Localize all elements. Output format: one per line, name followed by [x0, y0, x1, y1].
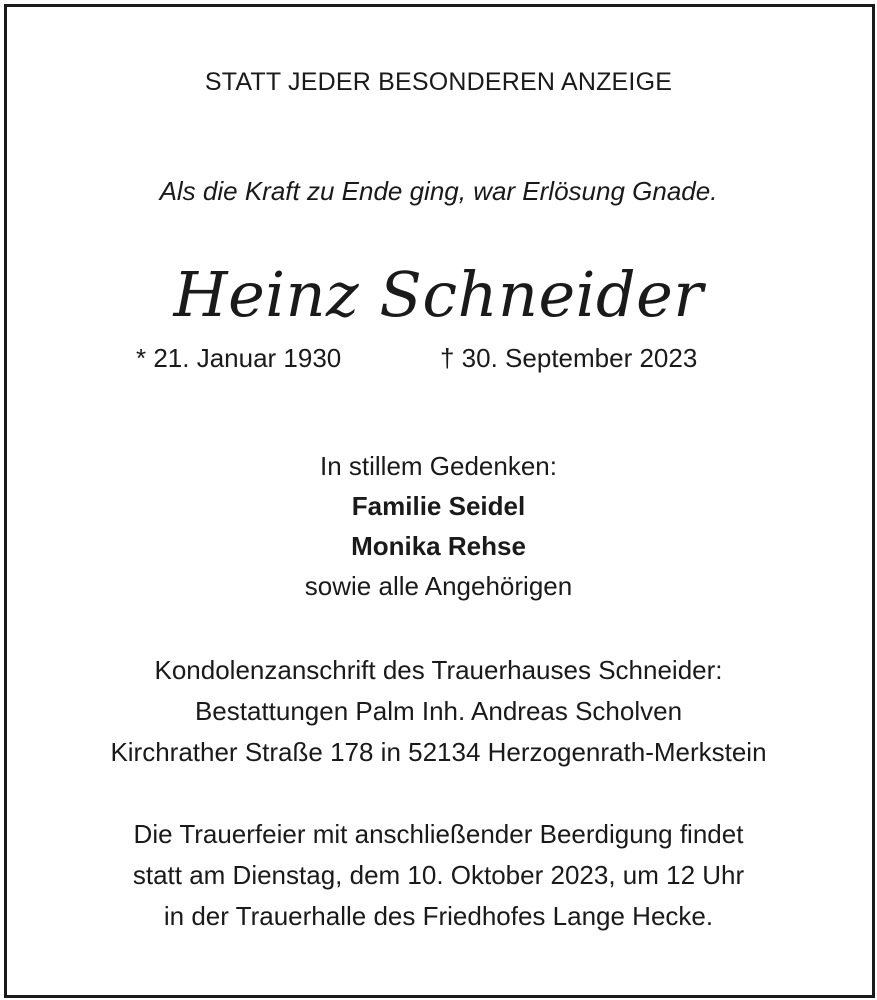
- motto-quote: Als die Kraft zu Ende ging, war Erlösung Gnade.: [159, 176, 718, 206]
- mourner-family: Familie Seidel: [351, 491, 526, 521]
- memory-intro: In stillem Gedenken:: [319, 451, 557, 481]
- ceremony-line-2: statt am Dienstag, dem 10. Oktober 2023, um 12 Uhr: [132, 860, 745, 890]
- birth-date: * 21. Januar 1930: [136, 343, 342, 373]
- mourner-person: Monika Rehse: [351, 531, 526, 561]
- ceremony-line-3: in der Trauerhalle des Friedhofes Lange Hecke.: [163, 901, 714, 931]
- condolence-line-3: Kirchrather Straße 178 in 52134 Herzogenrath-Merkstein: [110, 737, 767, 767]
- death-date: † 30. September 2023: [440, 343, 698, 373]
- deceased-name: Heinz Schneider: [173, 258, 704, 331]
- mourner-others: sowie alle Angehörigen: [304, 571, 573, 601]
- condolence-line-2: Bestattungen Palm Inh. Andreas Scholven: [194, 696, 683, 726]
- notice-header: STATT JEDER BESONDEREN ANZEIGE: [204, 68, 673, 96]
- ceremony-line-1: Die Trauerfeier mit anschließender Beerdigung findet: [133, 819, 744, 849]
- condolence-line-1: Kondolenzanschrift des Trauerhauses Schneider:: [154, 655, 723, 685]
